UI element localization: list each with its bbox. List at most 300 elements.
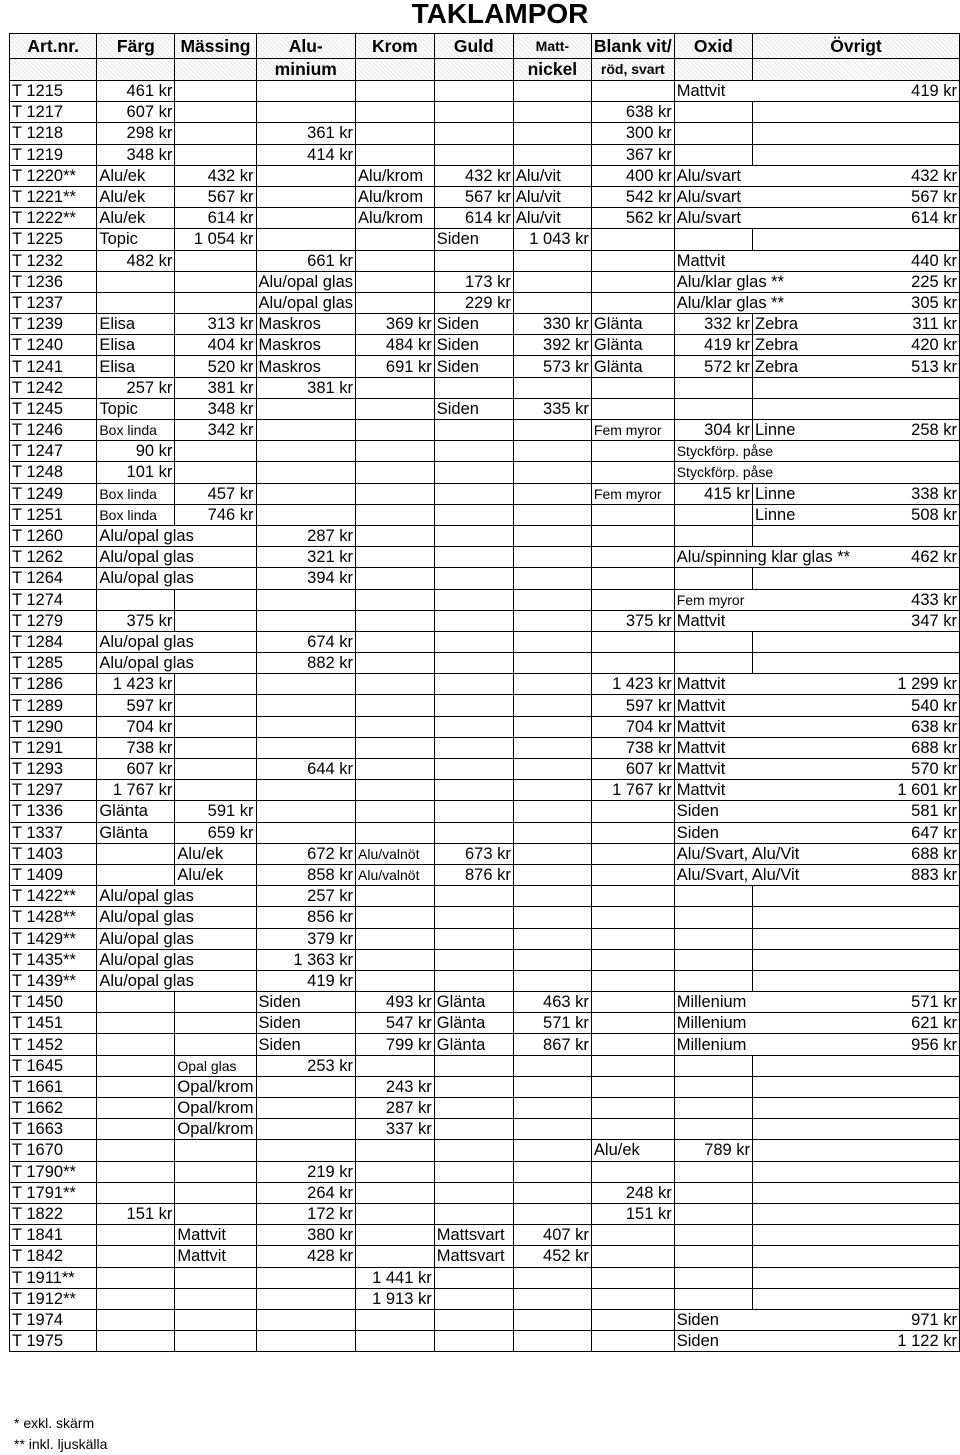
cell-text: Alu/krom (358, 188, 424, 207)
table-cell (356, 271, 435, 292)
cell-text: Alu/valnöt (358, 845, 420, 862)
table-cell (674, 1309, 959, 1330)
table-cell (256, 1161, 355, 1182)
table-cell (513, 314, 591, 335)
table-cell (175, 441, 256, 462)
cell-text: T 1822 (12, 1205, 64, 1224)
table-cell (513, 462, 591, 483)
table-cell (513, 949, 591, 970)
cell-text: Alu/ek (177, 844, 224, 863)
table-row (10, 780, 960, 801)
table-cell (753, 1203, 960, 1224)
table-cell (753, 631, 960, 652)
table-row (10, 886, 960, 907)
table-row (10, 250, 960, 271)
table-cell (591, 335, 674, 356)
table-cell (10, 1098, 97, 1119)
table-cell (356, 1331, 435, 1352)
table-cell (674, 1034, 959, 1055)
cell-text: 691 kr (385, 357, 432, 376)
table-cell (97, 483, 175, 504)
cell-text: T 1912** (12, 1289, 76, 1308)
table-cell (591, 1055, 674, 1076)
header-ovrigt: Övrigt (753, 34, 960, 59)
cell-text: T 1249 (12, 484, 64, 503)
table-row (10, 1076, 960, 1097)
table-cell (256, 928, 355, 949)
table-cell (175, 589, 256, 610)
table-cell (97, 907, 256, 928)
cell-text: 375 kr (625, 611, 672, 630)
cell-text: T 1842 (12, 1247, 64, 1266)
cell-pair (677, 166, 957, 186)
table-cell (591, 653, 674, 674)
table-cell (10, 1288, 97, 1309)
table-cell (356, 398, 435, 419)
table-cell (356, 186, 435, 207)
table-cell (434, 992, 513, 1013)
table-cell (256, 441, 355, 462)
table-cell (513, 674, 591, 695)
table-cell (434, 610, 513, 631)
table-cell (10, 780, 97, 801)
table-cell (97, 1119, 175, 1140)
table-cell (175, 1246, 256, 1267)
table-cell (175, 165, 256, 186)
table-cell (356, 716, 435, 737)
table-cell (674, 462, 959, 483)
table-row (10, 1140, 960, 1161)
table-cell (753, 398, 960, 419)
cell-text: 571 kr (911, 993, 957, 1012)
table-cell (97, 377, 175, 398)
cell-text: Mattvit (676, 675, 726, 694)
table-cell (356, 568, 435, 589)
table-cell (97, 1225, 175, 1246)
table-cell (513, 992, 591, 1013)
table-cell (513, 525, 591, 546)
table-cell (591, 398, 674, 419)
table-cell (674, 1161, 752, 1182)
table-cell (513, 398, 591, 419)
table-cell (97, 165, 175, 186)
table-cell (434, 1288, 513, 1309)
table-cell (175, 1267, 256, 1288)
table-cell (256, 843, 355, 864)
cell-text: Alu/krom (358, 166, 424, 185)
cell-pair (677, 823, 957, 843)
table-cell (175, 759, 256, 780)
cell-text: T 1670 (12, 1141, 64, 1160)
table-cell (256, 335, 355, 356)
table-cell (356, 1013, 435, 1034)
table-cell (175, 780, 256, 801)
cell-text: Opal glas (177, 1057, 237, 1074)
cell-pair (755, 357, 957, 377)
cell-text: 361 kr (307, 124, 353, 143)
table-cell (356, 504, 435, 525)
cell-text: 394 kr (307, 569, 353, 588)
table-cell (434, 102, 513, 123)
table-cell (591, 801, 674, 822)
table-cell (175, 335, 256, 356)
table-cell (513, 1119, 591, 1140)
table-cell (753, 1161, 960, 1182)
table-cell (591, 1076, 674, 1097)
table-cell (356, 695, 435, 716)
table-cell (10, 1182, 97, 1203)
table-cell (674, 335, 752, 356)
table-cell (175, 314, 256, 335)
table-cell (256, 1182, 355, 1203)
table-row (10, 1182, 960, 1203)
cell-text: Elisa (99, 336, 136, 355)
cell-text: 704 kr (126, 717, 173, 736)
table-cell (10, 441, 97, 462)
table-cell (674, 377, 752, 398)
table-cell (434, 504, 513, 525)
cell-text: 591 kr (207, 802, 254, 821)
cell-text: T 1297 (12, 781, 64, 800)
footnotes (14, 1413, 107, 1455)
table-cell (356, 970, 435, 991)
table-cell (256, 1288, 355, 1309)
cell-text: 738 kr (126, 738, 173, 757)
table-cell (434, 822, 513, 843)
table-cell (256, 801, 355, 822)
table-cell (97, 81, 175, 102)
table-cell (434, 1246, 513, 1267)
cell-text: Linne (755, 484, 796, 503)
cell-text: Glänta (436, 1014, 486, 1033)
table-cell (753, 504, 960, 525)
cell-text: T 1974 (12, 1310, 64, 1329)
table-cell (356, 1267, 435, 1288)
table-cell (356, 547, 435, 568)
table-cell (513, 716, 591, 737)
table-cell (175, 674, 256, 695)
cell-text: Mattvit (676, 82, 726, 101)
table-cell (513, 1182, 591, 1203)
table-cell (97, 822, 175, 843)
cell-text: T 1841 (12, 1226, 64, 1245)
cell-text: T 1215 (12, 82, 64, 101)
table-cell (97, 716, 175, 737)
table-cell (256, 992, 355, 1013)
table-cell (513, 589, 591, 610)
table-row (10, 420, 960, 441)
table-cell (513, 970, 591, 991)
table-cell (256, 250, 355, 271)
cell-text: Alu/vit (515, 188, 561, 207)
table-cell (753, 377, 960, 398)
table-cell (591, 102, 674, 123)
cell-text: 257 kr (307, 887, 353, 906)
header2-guld (434, 59, 513, 81)
cell-pair (677, 696, 957, 716)
cell-text: 597 kr (625, 696, 672, 715)
table-cell (434, 1331, 513, 1352)
table-cell (753, 335, 960, 356)
cell-text: T 1452 (12, 1035, 64, 1054)
table-row (10, 1034, 960, 1055)
table-cell (175, 1225, 256, 1246)
cell-text: Mattsvart (436, 1247, 505, 1266)
cell-pair (755, 420, 957, 440)
table-cell (97, 314, 175, 335)
cell-text: Styckförp. påse (676, 464, 774, 481)
table-cell (10, 992, 97, 1013)
cell-text: Mattvit (676, 696, 726, 715)
table-row (10, 653, 960, 674)
cell-text: T 1279 (12, 611, 64, 630)
table-cell (256, 589, 355, 610)
table-cell (97, 441, 175, 462)
cell-text: 647 kr (911, 823, 957, 842)
table-cell (591, 229, 674, 250)
cell-text: Maskros (258, 315, 321, 334)
table-cell (356, 1161, 435, 1182)
cell-text: T 1439** (12, 971, 76, 990)
table-row (10, 229, 960, 250)
cell-text: Glänta (593, 315, 643, 334)
table-cell (591, 271, 674, 292)
cell-text: T 1262 (12, 548, 64, 567)
table-cell (434, 229, 513, 250)
cell-text: Mattvit (676, 251, 726, 270)
table-cell (97, 1267, 175, 1288)
table-row (10, 1013, 960, 1034)
table-cell (256, 229, 355, 250)
table-cell (175, 377, 256, 398)
table-cell (10, 81, 97, 102)
table-row (10, 1098, 960, 1119)
cell-text: 452 kr (543, 1247, 589, 1266)
header-farg: Färg (97, 34, 175, 59)
cell-text: 348 kr (207, 399, 254, 418)
table-cell (175, 1098, 256, 1119)
table-cell (175, 1309, 256, 1330)
cell-text: Siden (676, 1332, 719, 1351)
table-cell (513, 1267, 591, 1288)
table-cell (10, 864, 97, 885)
table-cell (591, 1331, 674, 1352)
table-cell (674, 292, 959, 313)
cell-text: Mattvit (676, 611, 726, 630)
cell-text: Siden (436, 336, 479, 355)
table-cell (434, 335, 513, 356)
table-row (10, 1225, 960, 1246)
table-cell (674, 631, 752, 652)
table-cell (753, 1288, 960, 1309)
table-cell (256, 186, 355, 207)
cell-text: 672 kr (307, 844, 353, 863)
table-cell (513, 547, 591, 568)
table-row (10, 864, 960, 885)
table-cell (753, 356, 960, 377)
table-cell (591, 314, 674, 335)
table-cell (434, 441, 513, 462)
table-cell (10, 335, 97, 356)
cell-text: 440 kr (911, 251, 957, 270)
table-cell (356, 123, 435, 144)
cell-text: T 1290 (12, 717, 64, 736)
cell-text: Zebra (755, 336, 799, 355)
table-cell (674, 144, 752, 165)
table-cell (674, 1098, 752, 1119)
table-cell (591, 1140, 674, 1161)
table-cell (256, 1076, 355, 1097)
table-cell (10, 165, 97, 186)
cell-text: 305 kr (911, 293, 957, 312)
cell-text: Siden (258, 1014, 301, 1033)
table-cell (356, 653, 435, 674)
table-cell (513, 144, 591, 165)
table-cell (97, 229, 175, 250)
table-cell (591, 1161, 674, 1182)
table-row (10, 589, 960, 610)
table-cell (674, 653, 752, 674)
cell-text: T 1428** (12, 908, 76, 927)
table-row (10, 335, 960, 356)
table-cell (753, 314, 960, 335)
table-cell (591, 420, 674, 441)
cell-text: Alu/ek (177, 866, 224, 885)
cell-text: 513 kr (911, 357, 957, 376)
cell-text: 380 kr (307, 1226, 353, 1245)
table-cell (175, 420, 256, 441)
table-cell (356, 1225, 435, 1246)
cell-text: 379 kr (307, 929, 353, 948)
header2-krom (356, 59, 435, 81)
cell-text: T 1241 (12, 357, 64, 376)
table-cell (356, 1203, 435, 1224)
table-row (10, 483, 960, 504)
table-cell (256, 716, 355, 737)
table-cell (97, 271, 175, 292)
table-cell (513, 1309, 591, 1330)
cell-text: 342 kr (207, 421, 254, 440)
cell-text: 661 kr (307, 251, 353, 270)
cell-text: 369 kr (385, 315, 432, 334)
table-cell (356, 335, 435, 356)
table-cell (256, 568, 355, 589)
table-cell (434, 1161, 513, 1182)
table-cell (513, 1246, 591, 1267)
table-cell (97, 695, 175, 716)
cell-text: T 1236 (12, 272, 64, 291)
header-massing: Mässing (175, 34, 256, 59)
table-cell (591, 123, 674, 144)
table-cell (356, 1246, 435, 1267)
cell-text: 1 423 kr (112, 675, 173, 694)
table-cell (10, 695, 97, 716)
table-cell (175, 801, 256, 822)
table-cell (97, 1076, 175, 1097)
table-cell (256, 547, 355, 568)
cell-text: 1 043 kr (529, 230, 589, 249)
table-cell (175, 1034, 256, 1055)
cell-text: Alu/vit (515, 166, 561, 185)
cell-text: T 1289 (12, 696, 64, 715)
cell-text: Siden (436, 357, 479, 376)
table-cell (356, 144, 435, 165)
cell-text: 415 kr (704, 484, 750, 503)
table-cell (175, 1288, 256, 1309)
cell-text: 567 kr (207, 188, 254, 207)
table-cell (591, 186, 674, 207)
table-cell (513, 1076, 591, 1097)
table-cell (356, 1055, 435, 1076)
cell-text: T 1286 (12, 675, 64, 694)
table-row (10, 271, 960, 292)
table-cell (97, 1203, 175, 1224)
table-cell (97, 780, 175, 801)
header2-farg (97, 59, 175, 81)
table-row (10, 208, 960, 229)
table-cell (434, 525, 513, 546)
cell-text: 264 kr (307, 1183, 353, 1202)
table-cell (10, 1309, 97, 1330)
cell-text: 367 kr (625, 145, 672, 164)
cell-text: 571 kr (543, 1014, 589, 1033)
table-cell (591, 165, 674, 186)
table-cell (513, 186, 591, 207)
cell-text: 243 kr (385, 1077, 432, 1096)
cell-text: Linne (755, 505, 796, 524)
cell-text: Alu/krom (358, 209, 424, 228)
table-cell (434, 1098, 513, 1119)
cell-text: Alu/opal glas (258, 272, 353, 291)
table-cell (434, 462, 513, 483)
table-cell (434, 292, 513, 313)
table-cell (10, 674, 97, 695)
cell-text: Alu/opal glas (99, 929, 194, 948)
table-cell (674, 970, 752, 991)
table-cell (256, 144, 355, 165)
cell-text: 581 kr (911, 802, 957, 821)
cell-text: Alu/valnöt (358, 867, 420, 884)
cell-text: 1 441 kr (372, 1268, 432, 1287)
table-cell (513, 801, 591, 822)
cell-pair (677, 865, 957, 885)
table-cell (674, 822, 959, 843)
cell-text: Alu/ek (99, 166, 146, 185)
cell-text: T 1285 (12, 654, 64, 673)
cell-text: T 1221** (12, 188, 76, 207)
table-cell (674, 992, 959, 1013)
cell-text: T 1246 (12, 421, 64, 440)
table-cell (97, 1098, 175, 1119)
cell-text: T 1293 (12, 760, 64, 779)
cell-text: T 1790** (12, 1162, 76, 1181)
table-cell (674, 1013, 959, 1034)
cell-text: Alu/opal glas (99, 569, 194, 588)
cell-text: 597 kr (126, 696, 173, 715)
table-cell (434, 144, 513, 165)
cell-text: Box linda (99, 506, 157, 523)
table-cell (97, 970, 256, 991)
table-cell (513, 250, 591, 271)
cell-text: 484 kr (385, 336, 432, 355)
table-row (10, 822, 960, 843)
table-cell (256, 949, 355, 970)
cell-text: Siden (676, 1310, 719, 1329)
table-cell (674, 123, 752, 144)
table-cell (434, 674, 513, 695)
cell-text: 300 kr (625, 124, 672, 143)
table-cell (175, 81, 256, 102)
